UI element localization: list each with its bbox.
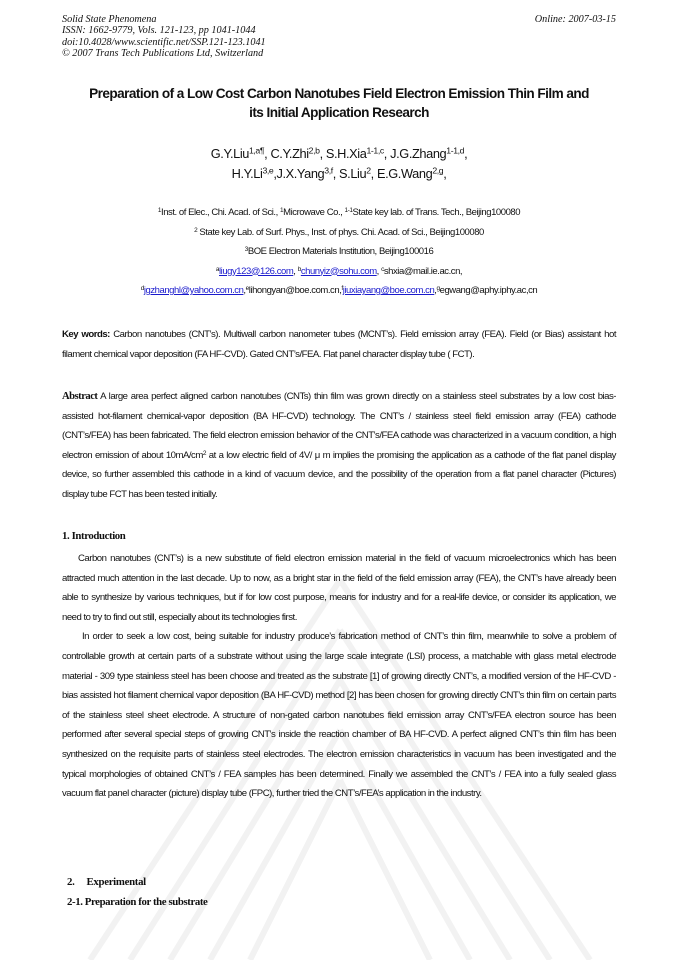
email-link-f[interactable]: jiuxiayang@boe.com.cn bbox=[342, 285, 435, 296]
keywords bbox=[62, 325, 616, 364]
aff-sup: 2 bbox=[194, 226, 198, 234]
author-sup: 2,g bbox=[432, 165, 444, 176]
aff-text: State key Lab. of Surf. Phys., Inst. of phys. Chi. Acad. of Sci., Beijing100080 bbox=[197, 226, 484, 238]
author-sup: 1-1,d bbox=[446, 145, 465, 156]
aff-sup: 1 bbox=[157, 206, 162, 214]
paper-title bbox=[66, 84, 612, 122]
author-line-1 bbox=[66, 144, 612, 164]
aff-sep: , bbox=[293, 265, 298, 277]
author-name: , E.G.Wang bbox=[370, 166, 433, 181]
introduction-body bbox=[62, 549, 616, 804]
email-g: egwang@aphy.iphy.ac,cn bbox=[439, 285, 538, 296]
author-sup: 1,a¶ bbox=[248, 145, 265, 156]
journal-header bbox=[62, 14, 266, 60]
aff-sup: e bbox=[245, 284, 249, 292]
aff-sep: , bbox=[243, 285, 246, 296]
affiliations bbox=[66, 203, 612, 301]
section-heading-experimental: 2. Experimental bbox=[67, 876, 146, 888]
aff-text: Inst. of Elec., Chi. Acad. of Sci., bbox=[161, 207, 281, 218]
author-sup: 3,f bbox=[324, 165, 333, 176]
journal-doi: doi:10.4028/www.scientific.net/SSP.121-123.1041 bbox=[62, 36, 266, 48]
author-name: H.Y.Li bbox=[231, 166, 263, 181]
aff-sup: d bbox=[140, 284, 144, 292]
online-date: Online: 2007-03-15 bbox=[534, 14, 616, 25]
email-link-d[interactable]: jgzhanghl@yahoo.com.cn bbox=[143, 285, 244, 296]
subsection-heading-substrate: 2-1. Preparation for the substrate bbox=[67, 896, 208, 908]
intro-paragraph-1: Carbon nanotubes (CNT’s) is a new substitute of field electron emission material in the field of vacuum microelectronics which has been attracted much attention in the last decade. Up to now, as a bright star in the field of the field emission array (FEA), the CNT’s have already been able to synthesize by various techniques, but if for low cost purpose, means for industry and for a real-life device, or consider its application, we need to try to find out still, especially about its technologies first. bbox=[62, 553, 616, 623]
author-sup: 1-1,c bbox=[366, 145, 384, 156]
aff-text: Microwave Co., bbox=[283, 207, 345, 218]
author-name: ,J.X.Yang bbox=[273, 166, 325, 181]
author-line-2 bbox=[66, 164, 612, 184]
abstract-text-1: A large area perfect aligned carbon nanotubes (CNTs) thin film was grown directly on a stainless steel substrates by a low cost bias-assisted hot-filament chemical-vapor deposition (BA HF-CVD) technology. The CNT’s / stainless steel field emission array (FEA) cathode (CNT’s/FEA) has been fabricated. The field electron emission behavior of the CNT’s/FEA cathode was characterized in a vacuum condition, a high electron emission of about 10mA/cm bbox=[62, 391, 616, 461]
abstract bbox=[62, 387, 616, 505]
aff-sup: f bbox=[341, 284, 343, 292]
aff-sup: 1-1 bbox=[344, 206, 353, 214]
journal-copyright: © 2007 Trans Tech Publications Ltd, Switzerland bbox=[62, 48, 264, 60]
author-name: G.Y.Liu bbox=[210, 146, 249, 161]
aff-text: State key lab. of Trans. Tech., Beijing100080 bbox=[352, 207, 521, 218]
title-line-1: Preparation of a Low Cost Carbon Nanotubes Field Electron Emission Thin Film and bbox=[89, 86, 589, 101]
section-heading-introduction: 1. Introduction bbox=[62, 530, 126, 542]
abstract-sup: 2 bbox=[202, 449, 206, 457]
email-line-2 bbox=[66, 281, 612, 301]
email-link-b[interactable]: chunyiz@sohu.com bbox=[300, 265, 377, 277]
aff-sup: g bbox=[436, 284, 440, 292]
affiliation-line-2 bbox=[66, 223, 612, 243]
author-list bbox=[66, 144, 612, 184]
keywords-text: Carbon nanotubes (CNT’s). Multiwall carbon nanometer tubes (MCNT’s). Field emission array (FEA). Field (or Bias) assistant hot filament chemical vapor deposition (FA HF-CVD). Gated CNT’s/FEA. Flat panel character display tube ( FCT). bbox=[62, 329, 616, 360]
email-line-1 bbox=[66, 262, 612, 282]
intro-paragraph-2: In order to seek a low cost, being suitable for industry produce’s fabrication method of CNT’s thin film, meanwhile to solve a problem of controllable growth at certain parts of a substrate without using the large scale integrate (LSI) process, a matchable with glass metal electrode material - 309 type stainless steel has been choose and treated as the substrate [1] of growing directly CNT’s, a modified version of the HF-CVD - bias assisted hot filament chemical vapor deposition (BA HF-CVD) method [2] has been chosen for growing directly CNT’s thin film on certain parts of the stainless steel sheet electrode. A structure of non-gated carbon nanotubes field emission array CNT’s/FEA electron source has been performed after several special steps of growing CNT’s inside the reaction chamber of BA HF-CVD. A perfect aligned CNT’s thin film has been synthesized on the requisite parts of stainless steel electrodes. The electron emission characteristics in vacuum has been investigated and the typical morphologies of obtained CNT’s / FEA samples has been determined. Finally we assembled the CNT’s / FEA into a fully sealed glass vacuum flat panel character (picture) display tube (FPC), further tried the CNT’s/FEA’s application in the industry. bbox=[62, 631, 616, 800]
aff-sep: , bbox=[376, 265, 382, 277]
author-name: , S.Liu bbox=[332, 166, 367, 181]
author-name: , S.H.Xia bbox=[319, 146, 367, 161]
email-c: shxia@mail.ie.ac.cn, bbox=[383, 265, 463, 277]
author-sep: , bbox=[443, 166, 447, 181]
author-name: , C.Y.Zhi bbox=[264, 146, 309, 161]
author-sup: 2,b bbox=[308, 145, 320, 156]
keywords-label: Key words: bbox=[62, 329, 110, 340]
aff-sep: , bbox=[434, 285, 437, 296]
journal-issn: ISSN: 1662-9779, Vols. 121-123, pp 1041-1044 bbox=[62, 25, 256, 37]
email-link-a[interactable]: liugy123@126.com bbox=[219, 265, 294, 277]
email-e: lihongyan@boe.com.cn, bbox=[248, 285, 342, 296]
aff-sup: 3 bbox=[244, 245, 248, 253]
affiliation-line-3 bbox=[66, 242, 612, 262]
author-sup: 2 bbox=[366, 165, 371, 176]
aff-sup: c bbox=[381, 265, 384, 273]
author-name: , J.G.Zhang bbox=[383, 146, 447, 161]
title-line-2: its Initial Application Research bbox=[249, 105, 429, 120]
aff-sup: a bbox=[215, 265, 220, 273]
aff-text: BOE Electron Materials Institution, Beijing100016 bbox=[247, 246, 434, 257]
abstract-text-2: at a low electric field of 4V/ μ m implies the promising the application as a cathode of the flat panel display device, so further assembled this cathode in a kind of vacuum device, and the possibility of the operation from a flat panel character (Pictures) display tube FCT has been tested initially. bbox=[62, 449, 616, 500]
aff-sup: b bbox=[297, 265, 301, 273]
journal-name: Solid State Phenomena bbox=[62, 14, 157, 25]
aff-sup: 1 bbox=[280, 206, 284, 214]
author-sep: , bbox=[464, 146, 468, 161]
author-sup: 3,e bbox=[262, 165, 274, 176]
abstract-label: Abstract bbox=[62, 391, 98, 402]
affiliation-line-1 bbox=[66, 203, 612, 223]
